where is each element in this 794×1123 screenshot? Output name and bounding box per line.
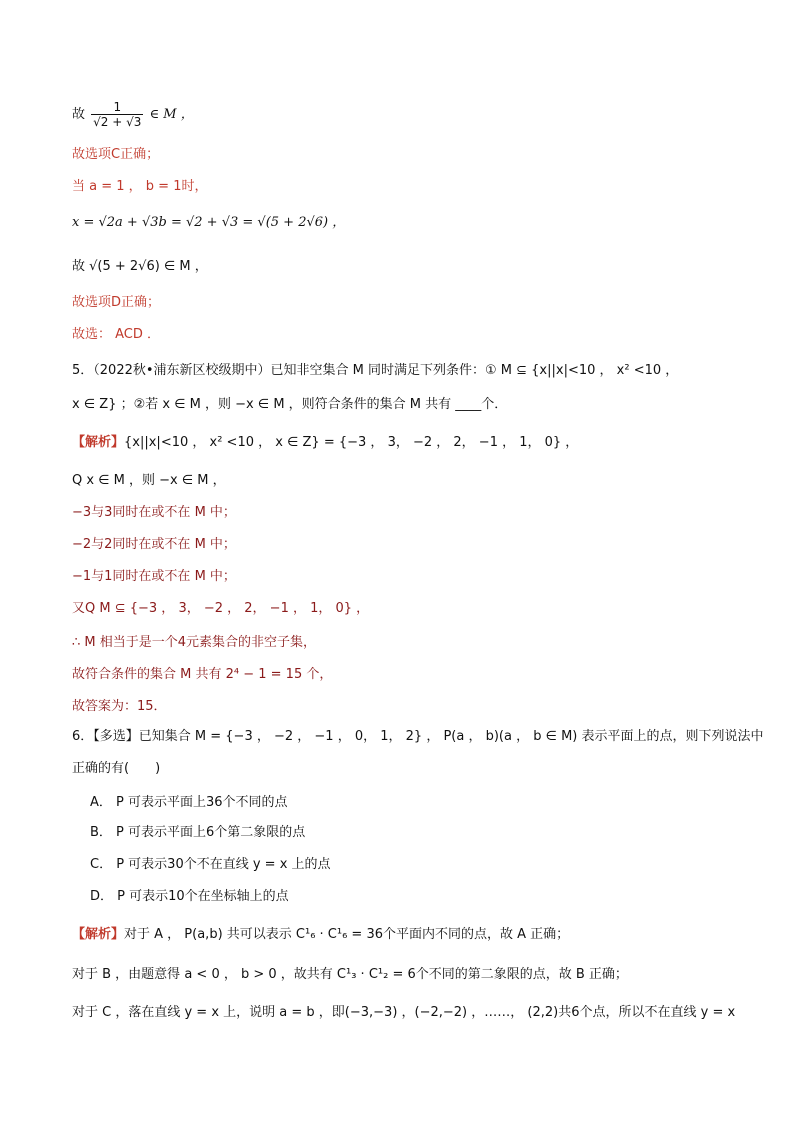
answer-5-line-8: 故符合条件的集合 M 共有 2⁴ − 1 = 15 个， xyxy=(72,667,333,682)
question-5-line-2: x ∈ Z} ；②若 x ∈ M ，则 −x ∈ M ，则符合条件的集合 M 共有 ____个． xyxy=(72,397,508,412)
answer-6-a: 对于 A ， P(a,b) 共可以表示 C¹₆ · C¹₆ = 36个平面内不同的点，故 A 正确； xyxy=(124,927,570,942)
question-6-line-1 xyxy=(72,728,764,746)
line-sqrt-in-m: 故 √(5 + 2√6) ∈ M ， xyxy=(72,259,208,274)
option-b: B． P 可表示平面上6个第二象限的点 xyxy=(90,825,306,840)
option-c: C． P 可表示30个不在直线 y = x 上的点 xyxy=(90,857,331,872)
answer-5-line-7: ∴ M 相当于是一个4元素集合的非空子集， xyxy=(72,635,317,650)
answer-5-line-1 xyxy=(72,434,578,452)
fraction-numerator: 1 xyxy=(113,100,122,114)
line-choose-acd: 故选： ACD ． xyxy=(72,327,161,342)
answer-5-set: {x||x|<10 ， x² <10 ， x ∈ Z} = {−3 ， 3， −2 ， 2， −1 ， 1， 0} ， xyxy=(124,435,579,450)
answer-5-line-5: −1与1同时在或不在 M 中； xyxy=(72,569,236,584)
line-option-c-correct: 故选项C正确； xyxy=(72,147,160,162)
answer-5-line-4: −2与2同时在或不在 M 中； xyxy=(72,537,236,552)
text-gu: 故 xyxy=(72,107,86,122)
answer-5-line-6: 又Q M ⊆ {−3 ， 3， −2 ， 2， −1 ， 1， 0} ， xyxy=(72,601,370,616)
line-when-a-b: 当 a = 1 ， b = 1时， xyxy=(72,179,208,194)
answer-5-line-2: Q x ∈ M ，则 −x ∈ M ， xyxy=(72,473,226,488)
analysis-tag: 【解析】 xyxy=(72,435,125,450)
fraction-denominator: √2 + √3 xyxy=(93,115,142,129)
text-in-m: ∈ M ， xyxy=(149,107,194,122)
question-5-line-1: 5．（2022秋•浦东新区校级期中）已知非空集合 M 同时满足下列条件：① M ⊆ {x||x|<10 ， x² <10 ， xyxy=(72,363,679,378)
answer-6-line-3: 对于 C ，落在直线 y = x 上，说明 a = b ，即(−3,−3) ，(−2,−2) ，……， (2,2)共6个点，所以不在直线 y = x xyxy=(72,1005,736,1020)
answer-6-line-1 xyxy=(72,926,569,944)
line-option-d-correct: 故选项D正确； xyxy=(72,295,161,310)
answer-5-line-9: 故答案为：15． xyxy=(72,699,167,714)
line-fraction xyxy=(72,100,194,129)
fraction xyxy=(91,100,143,129)
option-a: A． P 可表示平面上36个不同的点 xyxy=(90,795,288,810)
option-d: D． P 可表示10个在坐标轴上的点 xyxy=(90,889,289,904)
answer-6-line-2: 对于 B ，由题意得 a < 0 ， b > 0 ，故共有 C¹₃ · C¹₂ = 6个不同的第二象限的点，故 B 正确； xyxy=(72,967,628,982)
answer-5-line-3: −3与3同时在或不在 M 中； xyxy=(72,505,236,520)
question-6-tag: 6．【多选】 xyxy=(72,729,139,744)
line-x-expression: x = √2a + √3b = √2 + √3 = √(5 + 2√6) ， xyxy=(72,215,346,230)
question-6-line-2: 正确的有( ) xyxy=(72,761,161,776)
analysis-tag-6: 【解析】 xyxy=(72,927,125,942)
question-6-text: 已知集合 M = {−3 ， −2 ， −1 ， 0， 1， 2} ， P(a ， b)(a ， b ∈ M) 表示平面上的点，则下列说法中 xyxy=(138,729,764,744)
